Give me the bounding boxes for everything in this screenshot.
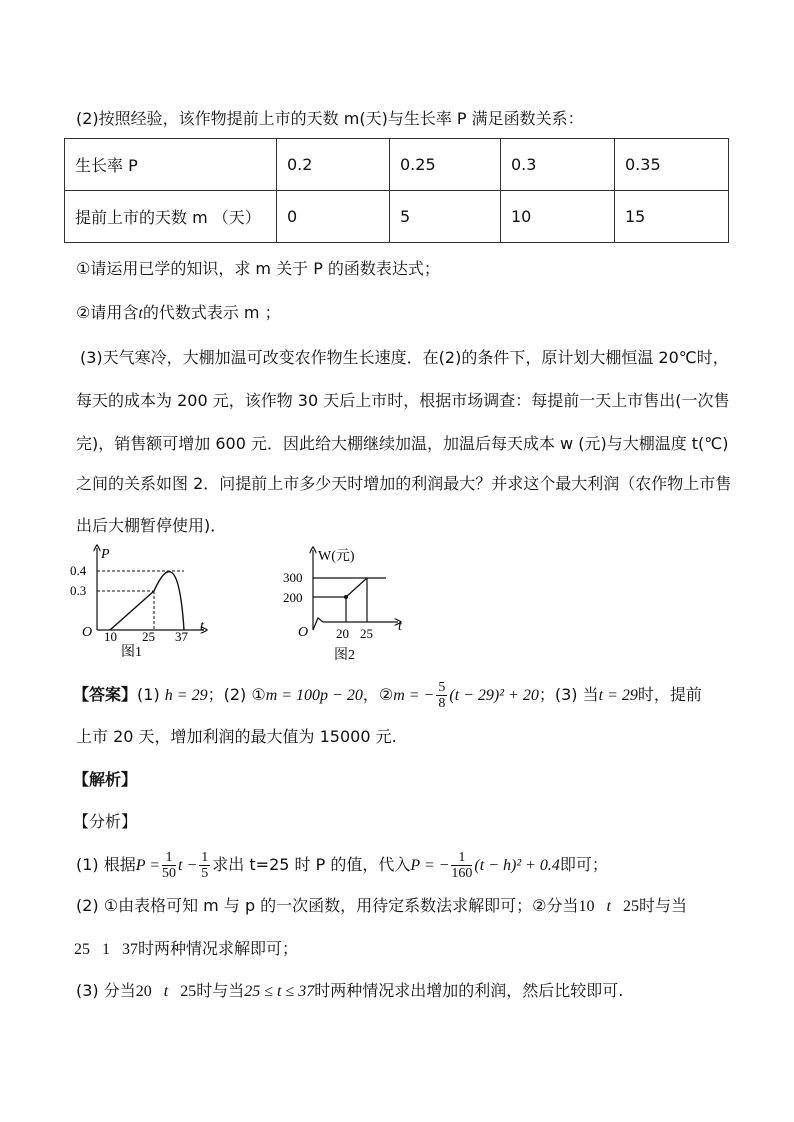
- answer-expr-t: t = 29: [598, 687, 638, 704]
- fig1-x-tick: 10: [104, 629, 117, 644]
- question-2: [76, 300, 281, 323]
- figure-2: [278, 544, 413, 668]
- fig2-origin: O: [298, 625, 309, 640]
- analysis-l3-m1: 25: [74, 941, 90, 958]
- fig2-axis-break: [313, 618, 323, 630]
- answer-expr-m2b: (t − 29)² + 20: [449, 687, 539, 704]
- answer-part3: ；(3) 当: [538, 685, 599, 704]
- analysis-l2-b: 时与当: [638, 896, 687, 915]
- analysis-l1-e1b: t −: [178, 857, 198, 874]
- fig1-y-tick: 0.4: [70, 563, 87, 578]
- fig2-caption: 图2: [334, 648, 355, 663]
- analysis-l4-c: 时两种情况求出增加的利润，然后比较即可.: [314, 981, 624, 1000]
- analysis-l2-a: (2) ①由表格可知 m 与 p 的一次函数，用待定系数法求解即可；②分当: [76, 896, 579, 915]
- analysis-l1-b: 求出 t=25 时 P 的值，代入: [212, 855, 411, 874]
- analysis-l4-m4: 25 ≤ t ≤ 37: [244, 983, 315, 1000]
- answer-expr-h: h = 29: [164, 687, 208, 704]
- analysis-label: 【解析】: [73, 770, 138, 789]
- part3-line-3: 完)，销售额可增加 600 元．因此给大棚继续加温，加温后每天成本 w (元)与大棚温度 t(℃): [76, 434, 729, 453]
- analysis-l1-e2b: (t − h)² + 0.4: [474, 857, 560, 874]
- q2-prefix: ②请用含: [76, 303, 139, 322]
- table-row: [65, 139, 729, 191]
- analysis-l1-e1a: P =: [135, 857, 161, 874]
- answer-label: 【答案】: [73, 685, 138, 704]
- answer-part2: ；(2) ①: [207, 685, 266, 704]
- analysis-l3-m3: 37: [122, 941, 138, 958]
- part3-line-4: 之间的关系如图 2．问提前上市多少天时增加的利润最大？并求这个最大利润（农作物上市售: [76, 474, 732, 493]
- q2-variable: t: [138, 305, 143, 322]
- analysis-l4-m3: 25: [180, 983, 197, 1000]
- analysis-l4-a: (3) 分当: [76, 981, 136, 1000]
- table-cell: 5: [390, 191, 501, 243]
- answer-line-1: [73, 680, 702, 711]
- analysis-line-2: [76, 893, 687, 916]
- part2-intro: (2)按照经验，该作物提前上市的天数 m(天)与生长率 P 满足函数关系：: [76, 109, 584, 128]
- table-cell: 0.25: [390, 139, 501, 191]
- analysis-fraction: $\frac{1}{50}$: [162, 850, 177, 881]
- answer-part2b: ，②: [362, 685, 394, 704]
- analysis-line-1: [76, 850, 608, 881]
- question-1: ①请运用已学的知识，求 m 关于 P 的函数表达式；: [76, 259, 440, 278]
- table-cell: 10: [501, 191, 615, 243]
- analysis-l4-b: 时与当: [196, 981, 245, 1000]
- fig1-caption: 图1: [121, 645, 142, 660]
- analysis-sub-label: 【分析】: [73, 812, 138, 831]
- fig2-y-label: W(元): [318, 549, 355, 564]
- fig2-x-tick: 20: [336, 626, 349, 641]
- fig1-y-label: P: [101, 547, 110, 562]
- table-cell: 0.2: [277, 139, 390, 191]
- analysis-fraction: $\frac{1}{160}$: [451, 850, 473, 881]
- fig2-y-tick: 200: [283, 590, 303, 605]
- part3-line-1: (3)天气寒冷，大棚加温可改变农作物生长速度．在(2)的条件下，原计划大棚恒温 20℃时，: [80, 348, 729, 367]
- analysis-l4-m1: 20: [135, 983, 152, 1000]
- fig2-y-tick: 300: [283, 570, 303, 585]
- fig1-linear-segment: [110, 591, 154, 630]
- fig2-x-label: t: [398, 619, 402, 634]
- table-cell: 0.35: [615, 139, 729, 191]
- table-cell: 0.3: [501, 139, 615, 191]
- answer-expr-m2a: m = −: [393, 687, 435, 704]
- q2-suffix: 的代数式表示 m ；: [142, 303, 281, 322]
- analysis-line-4: [76, 978, 623, 1001]
- analysis-l2-m1: 10: [578, 898, 595, 915]
- analysis-line-3: [74, 936, 298, 959]
- fig2-point: [344, 595, 348, 599]
- analysis-l4-m2: t: [163, 983, 169, 1000]
- fig1-x-tick: 37: [175, 629, 188, 644]
- fig1-origin: O: [82, 625, 93, 640]
- table-cell: 0: [277, 191, 390, 243]
- analysis-l1-a: (1) 根据: [76, 855, 136, 874]
- analysis-l3-b: 时两种情况求解即可；: [138, 939, 299, 958]
- analysis-l2-m2: t: [606, 898, 611, 915]
- analysis-fraction: $\frac{1}{5}$: [201, 850, 209, 881]
- table-cell: 生长率 P: [65, 139, 277, 191]
- analysis-l1-c: 即可；: [559, 855, 608, 874]
- answer-part3-tail: 时，提前: [637, 685, 702, 704]
- analysis-l2-m3: 25: [622, 898, 639, 915]
- analysis-l1-e2a: P = −: [410, 857, 450, 874]
- fig1-x-label: t: [200, 619, 204, 634]
- figure-1: [66, 544, 216, 662]
- fig2-x-tick: 25: [360, 626, 373, 641]
- analysis-l3-m2: 1: [102, 941, 110, 958]
- answer-fraction: $\frac{5}{8}$: [438, 680, 446, 711]
- fig1-parabola: [154, 572, 184, 630]
- part3-line-5: 出后大棚暂停使用)．: [76, 516, 227, 535]
- part3-line-2: 每天的成本为 200 元，该作物 30 天后上市时，根据市场调查：每提前一天上市售出(一次售: [76, 391, 730, 410]
- growth-table: [64, 138, 729, 243]
- fig1-y-tick: 0.3: [70, 583, 87, 598]
- fig2-rising-segment: [346, 578, 367, 597]
- table-cell: 15: [615, 191, 729, 243]
- fig1-x-tick: 25: [142, 629, 155, 644]
- answer-expr-m: m = 100p − 20: [265, 687, 363, 704]
- answer-part1: (1): [137, 685, 160, 704]
- answer-line-2: 上市 20 天，增加利润的最大值为 15000 元.: [76, 727, 397, 746]
- table-cell: 提前上市的天数 m （天）: [65, 191, 277, 243]
- table-row: [65, 191, 729, 243]
